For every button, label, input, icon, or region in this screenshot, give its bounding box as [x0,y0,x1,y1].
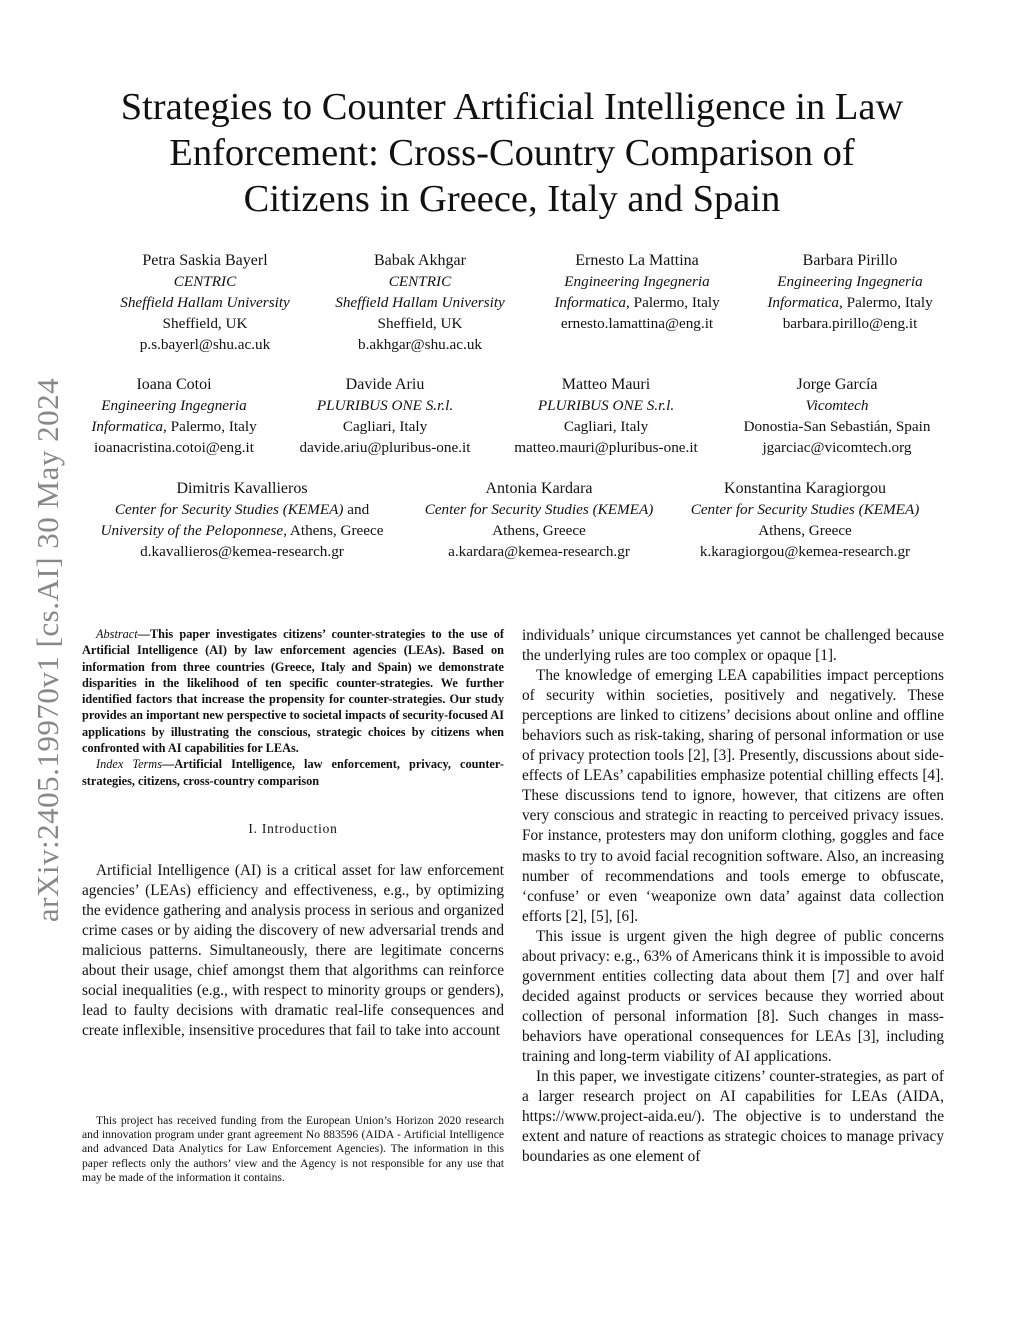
author-location: Athens, Greece [492,522,586,539]
author-affiliation: PLURIBUS ONE S.r.l. [316,397,454,414]
author-affiliation: Center for Security Studies (KEMEA) [114,501,344,518]
author-email: davide.ariu@pluribus-one.it [299,439,471,456]
author-pirillo [748,250,952,334]
author-email: jgarciac@vicomtech.org [762,439,912,456]
author-name: Antonia Kardara [485,480,593,497]
author-name: Matteo Mauri [561,376,651,393]
author-email: ioanacristina.cotoi@eng.it [94,439,254,456]
author-email: d.kavallieros@kemea-research.gr [140,543,344,560]
author-email: ernesto.lamattina@eng.it [560,315,714,332]
right-column [522,626,944,1167]
author-affiliation: PLURIBUS ONE S.r.l. [537,397,675,414]
author-name: Barbara Pirillo [802,252,898,269]
author-location: Donostia-San Sebastián, Spain [743,418,931,435]
author-affiliation-conjunction: and [343,501,370,518]
author-email: k.karagiorgou@kemea-research.gr [699,543,911,560]
author-name: Babak Akhgar [374,252,466,269]
author-location: Cagliari, Italy [342,418,428,435]
left-column [82,626,504,1041]
body-paragraph: individuals’ unique circumstances yet cannot be challenged because the underlying rules are too complex or opaque [1]. [522,627,944,665]
author-karagiorgou [677,478,933,562]
author-kardara [412,478,666,562]
author-location: Sheffield, UK [162,315,248,332]
author-name: Konstantina Karagiorgou [724,480,886,497]
body-paragraph: The knowledge of emerging LEA capabilities impact perceptions of security within societies, positively and negatively. These perceptions are linked to citizens’ decisions about online and offline behaviors such as risk-taking, sharing of personal information or use of privacy protection tools [2], [3]. Presently, discussions about side-effects of LEAs’ capabilities emphasize potential chilling effects [4]. These discussions tend to ignore, however, that citizens are often very conscious and strategic in reacting to perceived privacy issues. For instance, protesters may don uniform clothing, goggles and face masks to try to avoid facial recognition software. Also, an increasing number of recommendations and tools emerge to obfuscate, ‘confuse’ or even ‘weaponize own data’ against data collection efforts [2], [5], [6]. [522,667,944,925]
author-affiliation: University of the Peloponnese [100,522,284,539]
author-affiliation: Sheffield Hallam University [120,294,290,311]
author-affiliation: Engineering Ingegneria [777,273,923,290]
abstract-text: —This paper investigates citizens’ counter-strategies to the use of Artificial Intelligence (AI) by law enforcement agencies (LEAs). Based on information from three countries (Greece, Italy and Spain) we demonstrate disparities in the likelihood of ten specific counter-strategies. We further identified factors that increase the propensity for counter-strategies. Our study provides an important new perspective to societal impacts of security-focused AI applications by illustrating the conscious, strategic choices by citizens when confronted with AI capabilities for LEAs. [82,627,504,756]
author-affiliation: Sheffield Hallam University [335,294,505,311]
author-affiliation: CENTRIC [388,273,452,290]
body-paragraph: This issue is urgent given the high degree of public concerns about privacy: e.g., 63% of Americans think it is impossible to avoid government entities collecting data about them [7] and over half decided against products or services because they worried about collection of personal information [8]. Such changes in mass-behaviors have operational consequences for LEAs [3], including training and long-term viability of AI applications. [522,927,944,1065]
section-heading-introduction: I. Introduction [248,820,338,836]
author-location: , Palermo, Italy [163,418,257,435]
author-affiliation: Engineering Ingegneria [101,397,247,414]
abstract-label: Abstract [96,627,138,641]
abstract [82,626,504,756]
author-affiliation: Informatica [554,294,627,311]
arxiv-identifier: arXiv:2405.19970v1 [cs.AI] 30 May 2024 [30,377,65,923]
author-akhgar [318,250,522,355]
author-affiliation: Informatica [767,294,840,311]
author-affiliation: Center for Security Studies (KEMEA) [690,501,920,518]
author-location: Sheffield, UK [377,315,463,332]
paper-title [80,84,944,222]
author-email: matteo.mauri@pluribus-one.it [514,439,698,456]
funding-footnote: This project has received funding from the European Union’s Horizon 2020 research and innovation program under grant agreement No 883596 (AIDA - Artificial Intelligence and advanced Data Analytics for Law Enforcement Agencies). The information in this paper reflects only the authors’ view and the Agency is not responsible for any use that may be made of the information it contains. [82,1114,504,1184]
author-affiliation: Engineering Ingegneria [564,273,710,290]
author-location: , Athens, Greece [283,522,384,539]
author-name: Jorge García [796,376,878,393]
author-name: Ioana Cotoi [136,376,212,393]
intro-paragraph: Artificial Intelligence (AI) is a critical asset for law enforcement agencies’ (LEAs) efficiency and effectiveness, e.g., by optimizing the evidence gathering and analysis process in serious and organized crime cases or by aiding the discovery of new adversarial trends and malicious patterns. Simultaneously, there are legitimate concerns about their usage, chief amongst them that algorithms can reinforce social inequalities (e.g., with respect to minority groups or genders), lead to faulty decisions with dramatic real-life consequences and create inflexible, insensitive procedures that fail to take into account [82,862,504,1040]
title-line-3: Citizens in Greece, Italy and Spain [243,178,781,220]
title-line-1: Strategies to Counter Artificial Intelligence in Law [120,86,904,128]
author-ariu [283,374,487,458]
index-terms [82,756,504,789]
author-location: Athens, Greece [758,522,852,539]
author-name: Dimitris Kavallieros [176,480,308,497]
author-name: Ernesto La Mattina [575,252,699,269]
author-affiliation: Vicomtech [805,397,869,414]
author-affiliation: CENTRIC [173,273,237,290]
author-garcia [735,374,939,458]
author-location: Cagliari, Italy [563,418,649,435]
author-kavallieros [82,478,402,562]
author-affiliation: Informatica [91,418,164,435]
author-location: , Palermo, Italy [626,294,720,311]
body-paragraph: In this paper, we investigate citizens’ counter-strategies, as part of a larger research project on AI capabilities for LEAs (AIDA, https://www.project-aida.eu/). The objective is to understand the extent and nature of reactions as strategic choices to manage privacy boundaries as one element of [522,1068,944,1166]
author-email: p.s.bayerl@shu.ac.uk [139,336,271,353]
author-bayerl [103,250,307,355]
author-cotoi [72,374,276,458]
title-line-2: Enforcement: Cross-Country Comparison of [169,132,855,174]
index-terms-text: —Artificial Intelligence, law enforcement, privacy, counter-strategies, citizens, cross-country comparison [82,757,504,788]
author-email: a.kardara@kemea-research.gr [448,543,630,560]
author-mauri [504,374,708,458]
author-name: Davide Ariu [345,376,425,393]
author-name: Petra Saskia Bayerl [142,252,268,269]
author-affiliation: Center for Security Studies (KEMEA) [424,501,654,518]
author-location: , Palermo, Italy [839,294,933,311]
index-terms-label: Index Terms [96,757,162,772]
author-email: barbara.pirillo@eng.it [782,315,918,332]
author-email: b.akhgar@shu.ac.uk [357,336,483,353]
author-lamattina [535,250,739,334]
